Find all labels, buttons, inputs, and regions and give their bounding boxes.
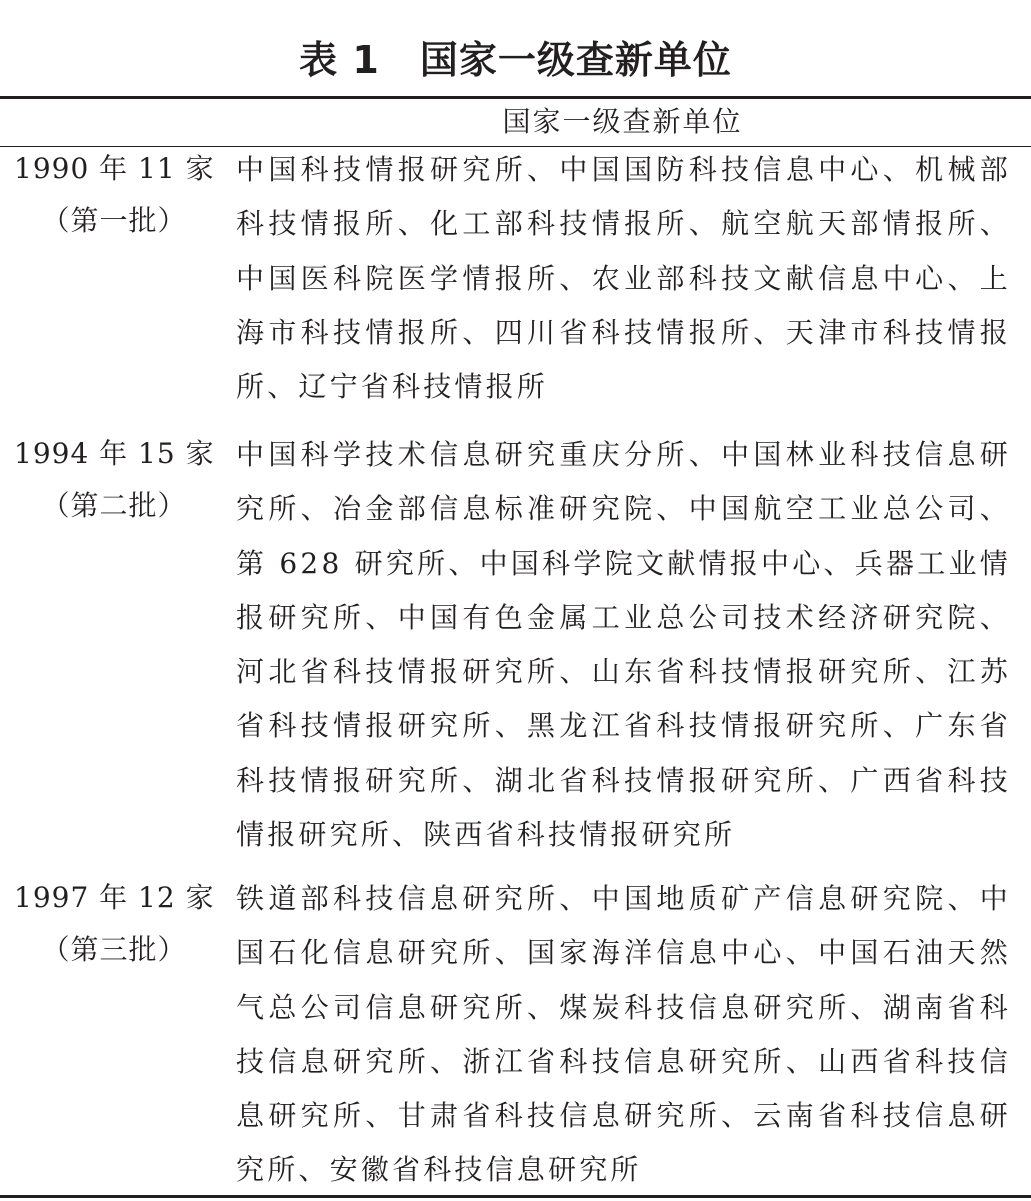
row-label <box>14 143 214 247</box>
row-label-year: 1990 年 11 家 <box>14 152 215 185</box>
row-content: 中国科技情报研究所、中国国防科技信息中心、机械部科技情报所、化工部科技情报所、航空航天部情报所、中国医科院医学情报所、农业部科技文献信息中心、上海市科技情报所、四川省科技情报所、天津市科技情报所、辽宁省科技情报所 <box>236 153 1011 404</box>
column-header: 国家一级查新单位 <box>502 105 743 138</box>
row-label-year: 1997 年 12 家 <box>14 881 215 914</box>
table-number: 表 1 <box>299 38 380 82</box>
row-label-batch: （第三批） <box>41 933 187 966</box>
table-title-text: 国家一级查新单位 <box>419 38 732 82</box>
bottom-rule <box>0 1195 1031 1198</box>
top-rule <box>0 96 1031 99</box>
row-label-batch: （第一批） <box>41 204 187 237</box>
table-title <box>0 30 1031 90</box>
row-content: 中国科学技术信息研究重庆分所、中国林业科技信息研究所、冶金部信息标准研究院、中国航空工业总公司、第 628 研究所、中国科学院文献情报中心、兵器工业情报研究所、中国有色金属工业总公司技术经济研究院、河北省科技情报研究所、山东省科技情报研究所、江苏省科技情报研究所、黑龙江省科技情报研究所、广东省科技情报研究所、湖北省科技情报研究所、广西省科技情报研究所、陕西省科技情报研究所 <box>236 438 1011 852</box>
row-label-year: 1994 年 15 家 <box>14 437 215 470</box>
row-label <box>14 428 214 532</box>
row-label <box>14 872 214 976</box>
row-label-batch: （第二批） <box>41 489 187 522</box>
row-content: 铁道部科技信息研究所、中国地质矿产信息研究院、中国石化信息研究所、国家海洋信息中心、中国石油天然气总公司信息研究所、煤炭科技信息研究所、湖南省科技信息研究所、浙江省科技信息研究所、山西省科技信息研究所、甘肃省科技信息研究所、云南省科技信息研究所、安徽省科技信息研究所 <box>236 882 1011 1187</box>
